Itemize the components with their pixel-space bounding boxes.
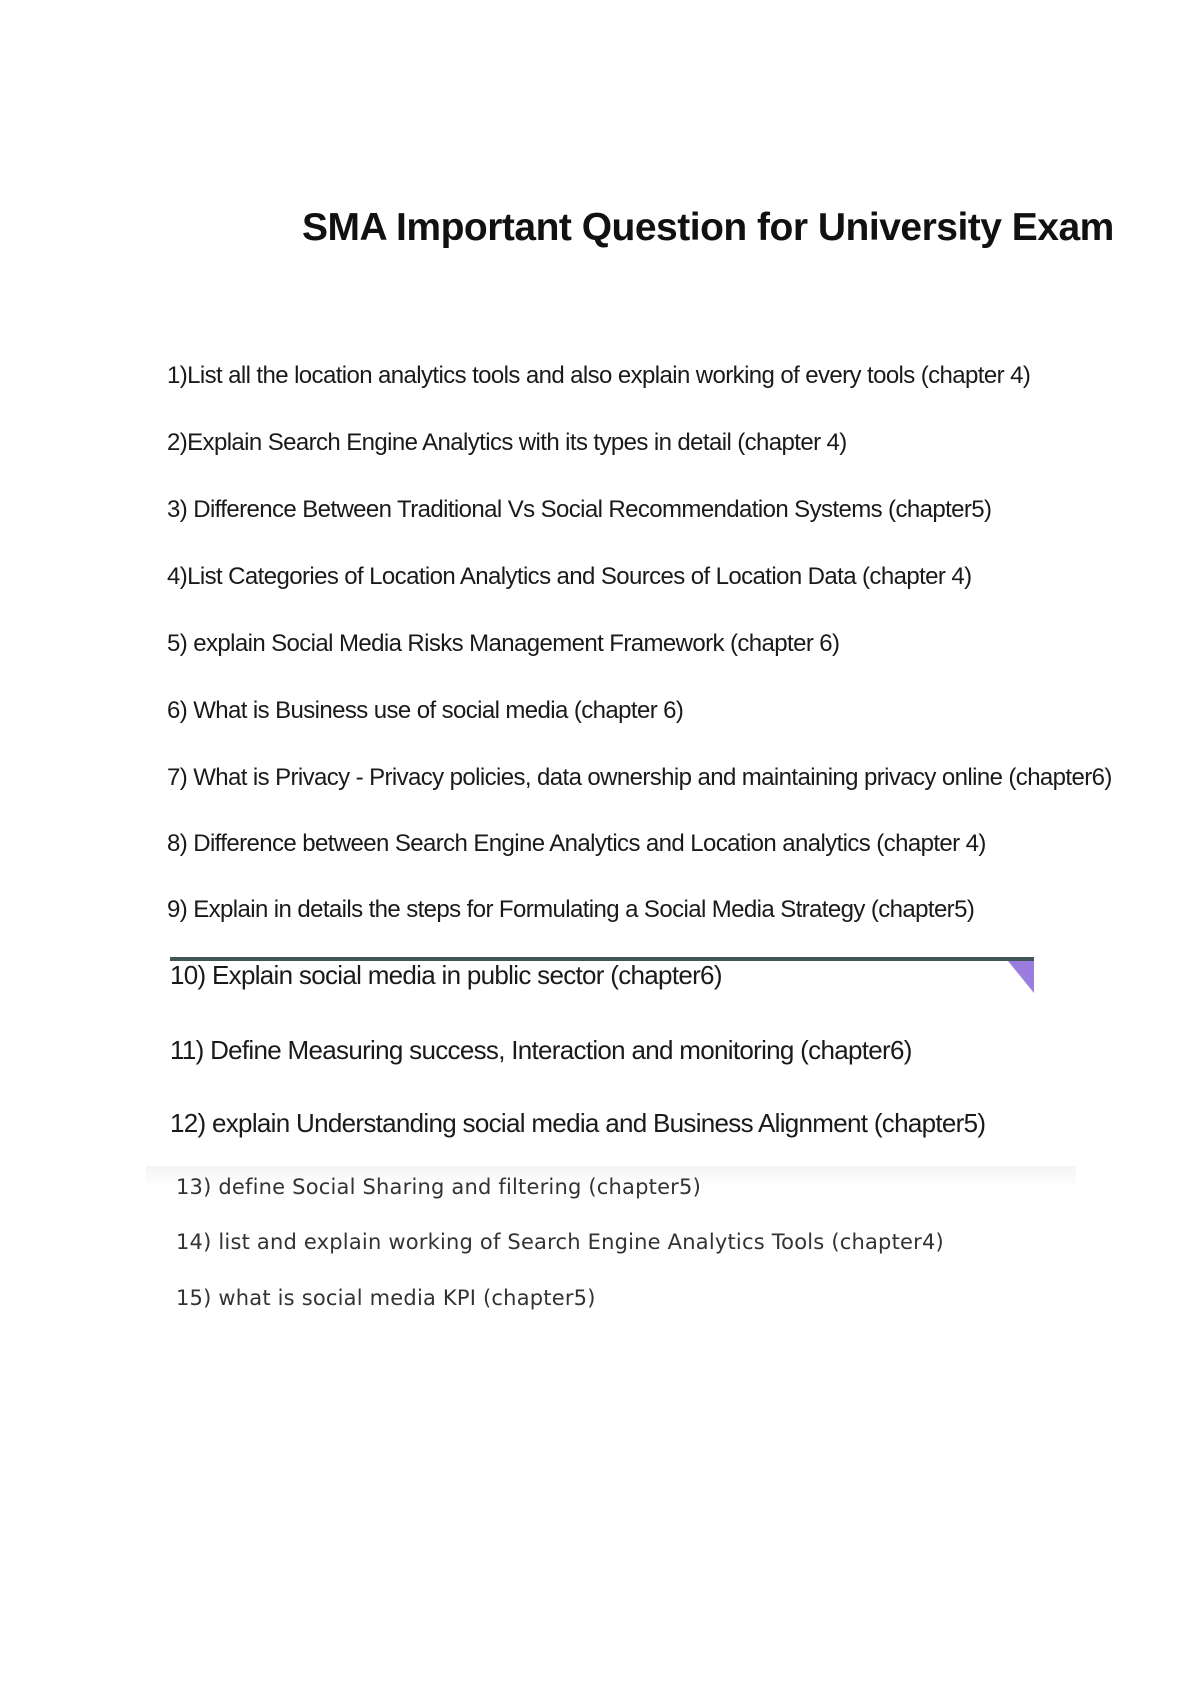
question-item: 1)List all the location analytics tools and also explain working of every tools (chapter 4) [167,362,1031,389]
corner-triangle-icon [1008,961,1034,993]
question-item: 13) define Social Sharing and filtering (chapter5) [176,1175,701,1199]
question-item: 14) list and explain working of Search Engine Analytics Tools (chapter4) [176,1230,944,1254]
question-item: 2)Explain Search Engine Analytics with its types in detail (chapter 4) [167,429,847,456]
question-item: 7) What is Privacy - Privacy policies, data ownership and maintaining privacy online (chapter6) [167,764,1112,791]
document-title: SMA Important Question for University Exam [302,206,1114,249]
question-item: 8) Difference between Search Engine Analytics and Location analytics (chapter 4) [167,830,986,857]
question-item: 6) What is Business use of social media (chapter 6) [167,697,684,724]
question-item: 15) what is social media KPI (chapter5) [176,1286,596,1310]
question-item: 10) Explain social media in public sector (chapter6) [170,960,722,990]
question-item: 12) explain Understanding social media and Business Alignment (chapter5) [170,1108,986,1138]
question-item: 5) explain Social Media Risks Management Framework (chapter 6) [167,630,840,657]
question-item: 4)List Categories of Location Analytics and Sources of Location Data (chapter 4) [167,563,972,590]
question-item: 11) Define Measuring success, Interaction and monitoring (chapter6) [170,1035,912,1065]
question-item: 3) Difference Between Traditional Vs Social Recommendation Systems (chapter5) [167,496,992,523]
question-item: 9) Explain in details the steps for Formulating a Social Media Strategy (chapter5) [167,896,975,923]
